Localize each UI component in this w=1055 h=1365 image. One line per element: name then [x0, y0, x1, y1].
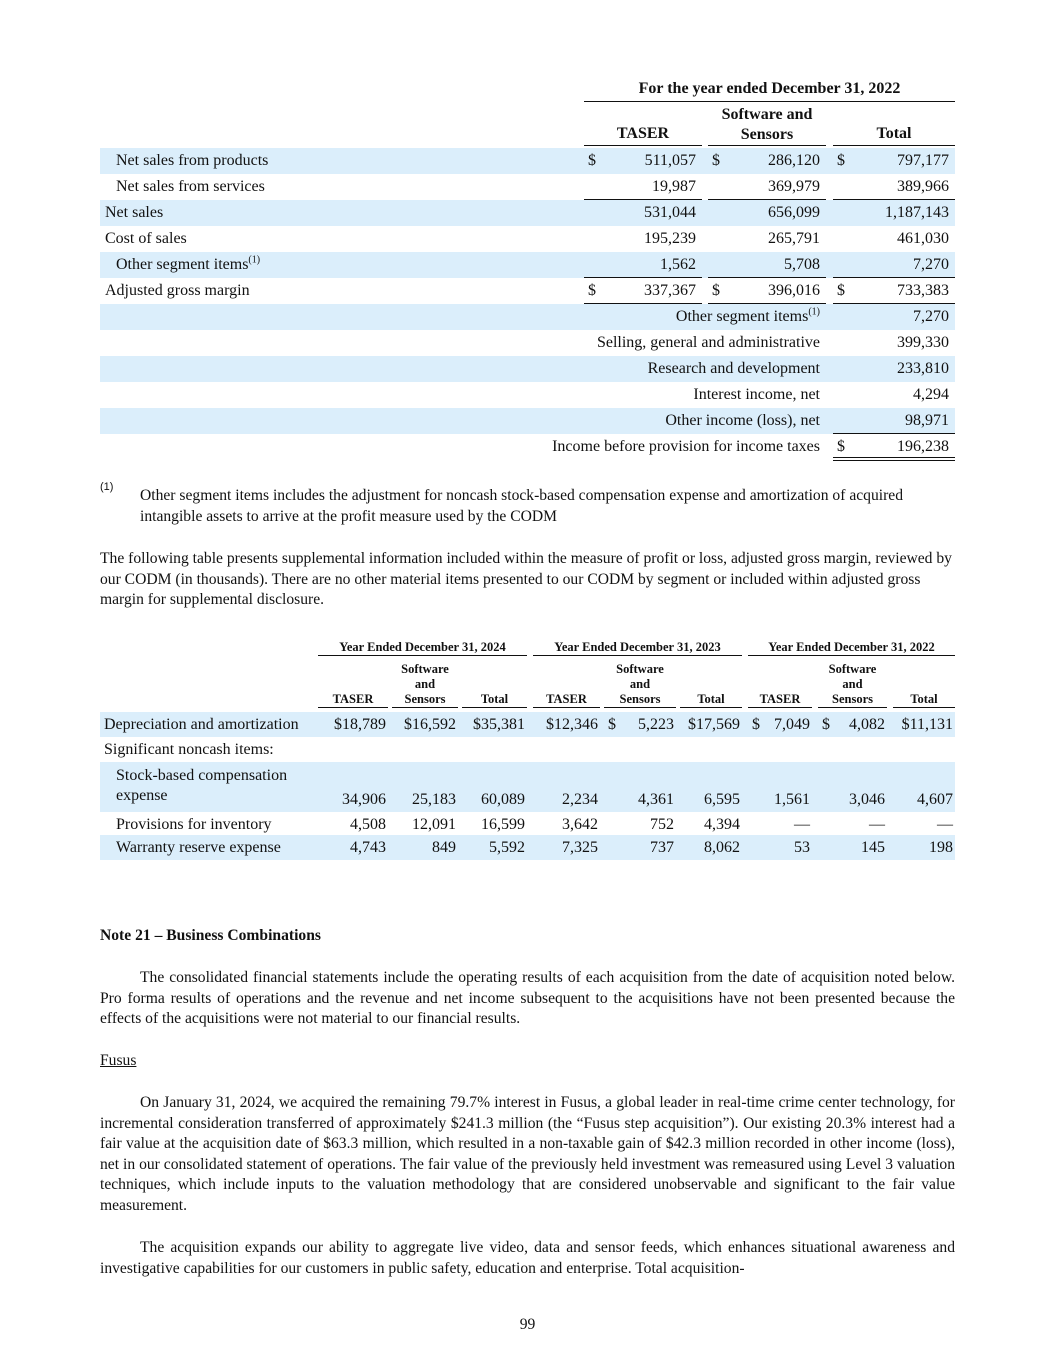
- row-label-text: Significant noncash items:: [104, 741, 274, 758]
- table-row: [100, 148, 955, 174]
- cell-total: [833, 174, 955, 200]
- cell-total: [833, 200, 955, 225]
- dollar-sign: $: [588, 282, 596, 299]
- dollar-sign: $: [712, 282, 720, 299]
- cell-taser: [584, 252, 702, 278]
- column-header: [893, 662, 955, 708]
- col-header-line: Sensors: [832, 692, 873, 706]
- row-label-text: Research and development: [647, 360, 820, 377]
- cell-value: 7,270: [913, 256, 949, 273]
- dollar-sign: $: [712, 152, 720, 169]
- cell-value: 531,044: [644, 204, 696, 221]
- cell-value: 25,183: [412, 791, 456, 808]
- cell-value: 7,049: [774, 716, 810, 733]
- cell-value: 369,979: [768, 178, 820, 195]
- cell-value: 196,238: [897, 438, 949, 455]
- row-label-line: expense: [116, 787, 168, 804]
- dollar-sign: $: [608, 716, 616, 733]
- cell-value: 145: [861, 839, 885, 856]
- col-header-line: Total: [697, 692, 725, 706]
- cell-total: [833, 356, 955, 381]
- cell-value: 752: [650, 816, 674, 833]
- cell-value: 6,595: [704, 791, 740, 808]
- table-cell: [533, 835, 600, 860]
- table-row: [100, 737, 955, 762]
- col-header-line: Sensors: [740, 126, 794, 143]
- table-row: [100, 278, 955, 304]
- column-header: [604, 662, 676, 708]
- cell-value: 12,091: [412, 816, 456, 833]
- cell-value: 5,223: [638, 716, 674, 733]
- table-cell: [680, 835, 742, 860]
- cell-value: 98,971: [905, 412, 949, 429]
- cell-total: [833, 148, 955, 173]
- cell-sw: [708, 226, 826, 251]
- row-label: [116, 838, 281, 858]
- table-cell: [462, 812, 527, 837]
- cell-value: 60,089: [481, 791, 525, 808]
- row-label-text: Selling, general and administrative: [596, 334, 820, 351]
- cell-value: $18,789: [334, 716, 386, 733]
- cell-value: 265,791: [768, 230, 820, 247]
- cell-value: 4,394: [704, 816, 740, 833]
- table-cell: [893, 712, 955, 737]
- cell-value: 34,906: [342, 791, 386, 808]
- row-label-text: Net sales from services: [116, 178, 265, 195]
- table-row: [100, 226, 955, 252]
- table-cell: [680, 787, 742, 812]
- dollar-sign: $: [588, 152, 596, 169]
- cell-value: 286,120: [768, 152, 820, 169]
- table-cell: [818, 835, 887, 860]
- row-label: [105, 226, 187, 251]
- table-cell: [818, 812, 887, 837]
- table-cell: [748, 787, 812, 812]
- cell-value: 1,187,143: [885, 204, 949, 221]
- cell-value: 7,325: [562, 839, 598, 856]
- cell-value: 3,046: [849, 791, 885, 808]
- table-cell: [604, 787, 676, 812]
- cell-value: 7,270: [913, 308, 949, 325]
- table-cell: [533, 787, 600, 812]
- cell-value: 337,367: [644, 282, 696, 299]
- row-label-text: Other income (loss), net: [665, 412, 820, 429]
- cell-total: [833, 434, 955, 461]
- table-cell: [318, 787, 388, 812]
- col-header-line: and: [629, 677, 651, 691]
- table-row: [100, 812, 955, 837]
- row-label: [116, 252, 260, 277]
- note-paragraph: The consolidated financial statements include the operating results of each acquisition from the date of acquisition noted below. Pro forma results of operations and the revenue and net income subsequent to the acquisitions have not been presented because the effects of the acquisitions were not material to our financial results.: [100, 969, 955, 1028]
- col-header-line: Software and: [721, 106, 813, 123]
- table-cell: [748, 712, 812, 737]
- cell-sw: [708, 148, 826, 173]
- col-header-line: Total: [480, 692, 509, 706]
- dollar-sign: $: [837, 282, 845, 299]
- table1-col-software-sensors: [708, 105, 826, 146]
- row-label: [100, 356, 820, 381]
- table-cell: [748, 812, 812, 837]
- table-row: [100, 304, 955, 330]
- row-label: [116, 148, 268, 173]
- cell-value: 5,592: [489, 839, 525, 856]
- table-row: [100, 252, 955, 278]
- cell-taser: [584, 226, 702, 251]
- row-label-text: Other segment items: [116, 256, 249, 273]
- cell-value: —: [937, 816, 953, 833]
- section-subheading: Fusus: [100, 1052, 137, 1069]
- table-cell: [392, 812, 458, 837]
- table-cell: [533, 712, 600, 737]
- table-cell: [893, 787, 955, 812]
- table-cell: [818, 787, 887, 812]
- cell-total: [833, 226, 955, 251]
- cell-total: [833, 304, 955, 329]
- cell-value: 19,987: [652, 178, 696, 195]
- cell-sw: [708, 174, 826, 200]
- footnote-marker: (1): [100, 481, 114, 493]
- row-label: [100, 408, 820, 433]
- dollar-sign: $: [752, 716, 760, 733]
- row-label: [116, 766, 287, 806]
- table-cell: [680, 712, 742, 737]
- row-label-line: Stock-based compensation: [116, 767, 288, 784]
- table-cell: [680, 812, 742, 837]
- cell-value: 461,030: [897, 230, 949, 247]
- cell-taser: [584, 278, 702, 304]
- cell-taser: [584, 148, 702, 173]
- table-cell: [462, 787, 527, 812]
- cell-value: $35,381: [473, 716, 525, 733]
- column-group-header: Year Ended December 31, 2023: [533, 640, 742, 656]
- cell-value: —: [869, 816, 885, 833]
- cell-value: 5,708: [784, 256, 820, 273]
- col-header-line: and: [842, 677, 863, 691]
- row-label-text: Net sales: [105, 204, 164, 221]
- cell-value: 389,966: [897, 178, 949, 195]
- cell-value: 511,057: [644, 152, 696, 169]
- cell-value: 233,810: [897, 360, 949, 377]
- intro-paragraph: The following table presents supplemental information included within the measure of profit or loss, adjusted gross margin, reviewed by our CODM (in thousands). There are no other material items presented to our CODM by segment or included within adjusted gross margin for supplemental disclosure.: [100, 550, 952, 609]
- table-cell: [462, 835, 527, 860]
- cell-value: 4,607: [917, 791, 953, 808]
- col-header-line: TASER: [546, 692, 587, 706]
- cell-taser: [584, 174, 702, 200]
- cell-value: 656,099: [768, 204, 820, 221]
- row-label: [104, 715, 299, 735]
- column-header: [748, 662, 812, 708]
- cell-value: 4,743: [350, 839, 386, 856]
- table-row: [100, 434, 955, 460]
- table-cell: [318, 712, 388, 737]
- cell-value: 195,239: [644, 230, 696, 247]
- cell-value: $17,569: [688, 716, 740, 733]
- row-label-text: Income before provision for income taxes: [552, 438, 820, 455]
- column-header: [392, 662, 458, 708]
- dollar-sign: $: [837, 152, 845, 169]
- col-header-line: Sensors: [619, 692, 661, 706]
- cell-taser: [584, 200, 702, 225]
- cell-value: 1,561: [774, 791, 810, 808]
- column-header: [818, 662, 887, 708]
- cell-total: [833, 278, 955, 304]
- table1-col-total: Total: [833, 125, 955, 146]
- table-row: [100, 835, 955, 860]
- table-cell: [392, 712, 458, 737]
- col-header-line: TASER: [332, 692, 374, 706]
- cell-total: [833, 330, 955, 355]
- col-header-line: and: [414, 677, 436, 691]
- column-header: [680, 662, 742, 708]
- table-cell: [462, 712, 527, 737]
- cell-value: $12,346: [546, 716, 598, 733]
- row-label: [116, 174, 265, 199]
- table-row: [100, 762, 955, 812]
- table-cell: [748, 835, 812, 860]
- cell-value: 849: [432, 839, 456, 856]
- note-paragraph: On January 31, 2024, we acquired the remaining 79.7% interest in Fusus, a global leader in real-time crime center technology, for incremental consideration transferred of approximately $241.3 million (the “Fusus step acquisition”). Our existing 20.3% interest had a fair value at the acquisition date of $63.3 million, which resulted in a non-taxable gain of $42.3 million recorded in other income (loss), net in our consolidated statement of operations. The fair value of the previously held investment was remeasured using Level 3 valuation techniques, which include inputs to the valuation methodology that are considered unobservable and significant to the fair value measurement.: [100, 1094, 955, 1214]
- note-paragraph: The acquisition expands our ability to aggregate live video, data and sensor feeds, which enhances situational awareness and investigative capabilities for our customers in public safety, education and enterprise. Total acquisition-: [100, 1239, 955, 1277]
- row-label-text: Interest income, net: [693, 386, 820, 403]
- cell-value: 733,383: [897, 282, 949, 299]
- cell-value: 198: [929, 839, 953, 856]
- row-label: [100, 434, 820, 459]
- cell-value: 53: [794, 839, 810, 856]
- table-cell: [604, 835, 676, 860]
- col-header-line: Software: [828, 662, 877, 676]
- cell-value: 4,294: [913, 386, 949, 403]
- cell-sw: [708, 278, 826, 304]
- row-label: [105, 278, 250, 303]
- footnote-ref: (1): [248, 254, 261, 266]
- cell-value: 4,508: [350, 816, 386, 833]
- cell-sw: [708, 252, 826, 278]
- row-label-text: Cost of sales: [105, 230, 187, 247]
- dollar-sign: $: [837, 438, 845, 455]
- table-cell: [604, 812, 676, 837]
- column-group-header: Year Ended December 31, 2024: [318, 640, 527, 656]
- cell-value: $16,592: [404, 716, 456, 733]
- col-header-line: Software: [616, 662, 664, 676]
- cell-value: 3,642: [562, 816, 598, 833]
- table-row: [100, 712, 955, 737]
- table1-period-header: For the year ended December 31, 2022: [584, 80, 955, 102]
- table-cell: [392, 787, 458, 812]
- table-cell: [818, 712, 887, 737]
- dollar-sign: $: [822, 716, 830, 733]
- table-row: [100, 382, 955, 408]
- table-cell: [318, 812, 388, 837]
- cell-value: 737: [650, 839, 674, 856]
- page-number: 99: [519, 1316, 536, 1333]
- table-cell: [604, 712, 676, 737]
- cell-value: $11,131: [901, 716, 953, 733]
- col-header-line: Sensors: [404, 692, 446, 706]
- table1-col-taser: TASER: [584, 125, 702, 146]
- column-header: [318, 662, 388, 708]
- row-label-text: Other segment items: [675, 308, 809, 325]
- row-label-text: Provisions for inventory: [116, 816, 272, 833]
- row-label: [100, 330, 820, 355]
- row-label: [116, 815, 272, 835]
- cell-value: —: [794, 816, 810, 833]
- cell-value: 8,062: [704, 839, 740, 856]
- footnote-text: Other segment items includes the adjustment for noncash stock-based compensation expense and amortization of acquired intangible assets to arrive at the profit measure used by the CODM: [140, 487, 903, 525]
- table-row: [100, 330, 955, 356]
- note-heading: Note 21 – Business Combinations: [100, 927, 321, 944]
- row-label: [105, 200, 163, 225]
- cell-value: 1,562: [660, 256, 696, 273]
- table-row: [100, 200, 955, 226]
- row-label: [104, 740, 274, 760]
- col-header-line: TASER: [759, 692, 801, 706]
- footnote-ref: (1): [808, 306, 820, 318]
- cell-value: 4,361: [638, 791, 674, 808]
- table-row: [100, 174, 955, 200]
- col-header-line: Total: [910, 692, 938, 706]
- column-group-header: Year Ended December 31, 2022: [748, 640, 955, 656]
- col-header-line: Software: [401, 662, 449, 676]
- row-label-text: Adjusted gross margin: [105, 282, 250, 299]
- table-cell: [318, 835, 388, 860]
- column-header: [533, 662, 600, 708]
- cell-total: [833, 408, 955, 434]
- row-label-text: Warranty reserve expense: [116, 839, 281, 856]
- cell-total: [833, 382, 955, 407]
- row-label-text: Net sales from products: [116, 152, 269, 169]
- column-header: [462, 662, 527, 708]
- table-cell: [893, 812, 955, 837]
- cell-value: 4,082: [849, 716, 885, 733]
- cell-value: 2,234: [562, 791, 598, 808]
- row-label: [100, 382, 820, 407]
- table-row: [100, 356, 955, 382]
- cell-sw: [708, 200, 826, 225]
- table-cell: [893, 835, 955, 860]
- cell-value: 797,177: [897, 152, 949, 169]
- table-cell: [392, 835, 458, 860]
- row-label-text: Depreciation and amortization: [104, 716, 299, 733]
- cell-value: 16,599: [481, 816, 525, 833]
- cell-total: [833, 252, 955, 278]
- table-cell: [533, 812, 600, 837]
- row-label: [100, 304, 820, 329]
- cell-value: 396,016: [768, 282, 820, 299]
- cell-value: 399,330: [897, 334, 949, 351]
- table-row: [100, 408, 955, 434]
